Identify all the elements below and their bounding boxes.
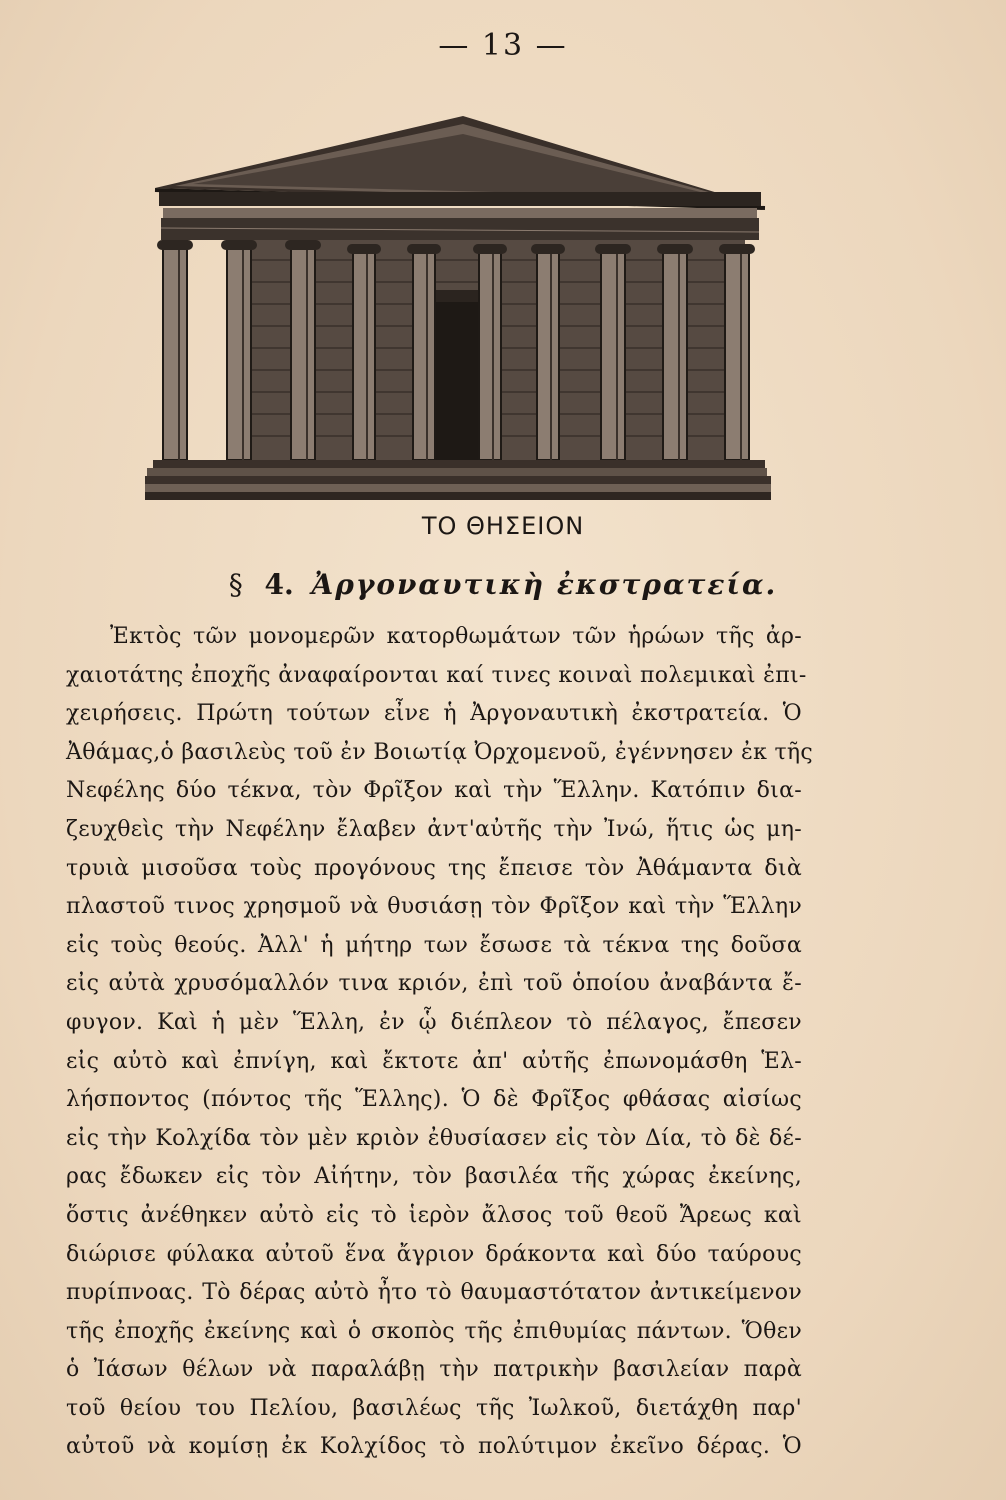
text-line: ὅστις ἀνέθηκεν αὐτὸ εἰς τὸ ἱερὸν ἄλσος τοῦ θεοῦ Ἄρεως καὶ (66, 1202, 802, 1228)
text-line: πλαστοῦ τινος χρησμοῦ νὰ θυσιάσῃ τὸν Φρῖξον καὶ τὴν Ἕλλην (66, 894, 802, 920)
text-line: Νεφέλης δύο τέκνα, τὸν Φρῖξον καὶ τὴν Ἕλλην. Κατόπιν δια- (66, 778, 802, 804)
temple-illustration-icon (145, 110, 775, 505)
section-title: Ἀργοναυτικὴ ἐκστρατεία. (311, 568, 778, 601)
text-line: χαιοτάτης ἐποχῆς ἀναφαίρονται καί τινες κοιναὶ πολεμικαὶ ἐπι- (66, 662, 807, 688)
text-line: Ἐκτὸς τῶν μονομερῶν κατορθωμάτων τῶν ἡρώων τῆς ἀρ- (110, 624, 802, 649)
section-symbol: § (228, 568, 243, 601)
text-line: διώρισε φύλακα αὐτοῦ ἕνα ἄγριον δράκοντα καὶ δύο ταύρους (66, 1241, 802, 1267)
section-heading (0, 568, 1006, 601)
text-line: εἰς τὴν Κολχίδα τὸν μὲν κριὸν ἐθυσίασεν εἰς τὸν Δία, τὸ δὲ δέ- (66, 1125, 802, 1151)
text-line: χειρήσεις. Πρώτη τούτων εἶνε ἡ Ἀργοναυτικὴ ἐκστρατεία. Ὁ (66, 701, 802, 727)
page-number: — 13 — (438, 28, 568, 63)
text-line: λήσποντος (πόντος τῆς Ἕλλης). Ὁ δὲ Φρῖξος φθάσας αἰσίως (66, 1087, 802, 1113)
text-line: τοῦ θείου του Πελίου, βασιλέως τῆς Ἰωλκοῦ, διετάχθη παρ' (66, 1395, 802, 1421)
text-line: εἰς αὐτὸ καὶ ἐπνίγη, καὶ ἔκτοτε ἀπ' αὐτῆς ἐπωνομάσθη Ἑλ- (66, 1048, 802, 1074)
section-number: 4. (264, 568, 294, 601)
text-line: αὐτοῦ νὰ κομίσῃ ἐκ Κολχίδος τὸ πολύτιμον ἐκεῖνο δέρας. Ὁ (66, 1434, 802, 1460)
text-line: τῆς ἐποχῆς ἐκείνης καὶ ὁ σκοπὸς τῆς ἐπιθυμίας πάντων. Ὅθεν (66, 1318, 802, 1344)
text-line: Ἀθάμας,ὁ βασιλεὺς τοῦ ἐν Βοιωτίᾳ Ὀρχομενοῦ, ἐγέννησεν ἐκ τῆς (66, 739, 814, 765)
text-line: ζευχθεὶς τὴν Νεφέλην ἔλαβεν ἀντ'αὐτῆς τὴν Ἰνώ, ἥτις ὡς μη- (66, 816, 802, 842)
text-line: ὁ Ἰάσων θέλων νὰ παραλάβῃ τὴν πατρικὴν βασιλείαν παρὰ (66, 1357, 802, 1383)
text-line: φυγον. Καὶ ἡ μὲν Ἕλλη, ἐν ᾧ διέπλεον τὸ πέλαγος, ἔπεσεν (66, 1009, 802, 1035)
text-line: εἰς αὐτὰ χρυσόμαλλόν τινα κριόν, ἐπὶ τοῦ ὁποίου ἀναβάντα ἔ- (66, 971, 802, 997)
figure-caption: ΤΟ ΘΗΣΕΙΟΝ (421, 512, 585, 540)
text-line: ρας ἔδωκεν εἰς τὸν Αἰήτην, τὸν βασιλέα τῆς χώρας ἐκείνης, (66, 1164, 802, 1190)
text-line: τρυιὰ μισοῦσα τοὺς προγόνους της ἔπεισε τὸν Ἀθάμαντα διὰ (66, 855, 802, 881)
text-line: πυρίπνοας. Τὸ δέρας αὐτὸ ἦτο τὸ θαυμαστότατον ἀντικείμενον (66, 1280, 802, 1306)
text-line: εἰς τοὺς θεούς. Ἀλλ' ἡ μήτηρ των ἔσωσε τὰ τέκνα της δοῦσα (66, 932, 802, 958)
theseion-engraving (145, 110, 775, 505)
body-text (66, 618, 814, 1467)
